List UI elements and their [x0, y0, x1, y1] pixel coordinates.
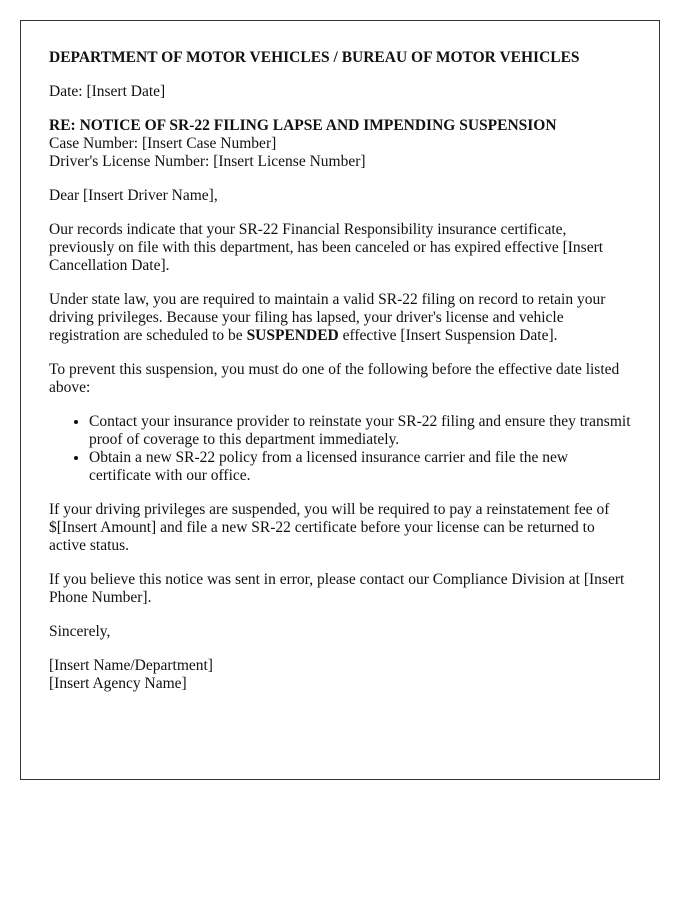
suspension-text-after: effective [Insert Suspension Date].: [338, 327, 558, 344]
paragraph-lapse-notice: Our records indicate that your SR-22 Financial Responsibility insurance certificate, previously on file with this department, has been canceled or has expired effective [Insert Cancellation Date].: [49, 221, 604, 274]
paragraph-reinstatement-fee: If your driving privileges are suspended, you will be required to pay a reinstatement fee of $[Insert Amount] and file a new SR-22 certificate before your license can be returned to active status.: [49, 501, 610, 554]
date-line: Date: [Insert Date]: [49, 83, 166, 100]
re-subject-line: RE: NOTICE OF SR-22 FILING LAPSE AND IMPENDING SUSPENSION: [49, 117, 557, 134]
closing: Sincerely,: [49, 623, 111, 640]
paragraph-contact: If you believe this notice was sent in error, please contact our Compliance Division at [Insert Phone Number].: [49, 571, 625, 606]
signature-agency-name: [Insert Agency Name]: [49, 675, 187, 692]
letter-document: [20, 20, 660, 780]
paragraph-prevention-intro: To prevent this suspension, you must do one of the following before the effective date listed above:: [49, 361, 620, 396]
signature-name-department: [Insert Name/Department]: [49, 657, 213, 674]
signature-block: [49, 657, 631, 693]
prevention-options-list: [49, 413, 631, 485]
salutation: Dear [Insert Driver Name],: [49, 187, 218, 204]
suspension-text-before: Under state law, you are required to maintain a valid SR-22 filing on record to retain your driving privileges. Because your filing has lapsed, your driver's license and vehicle registration are scheduled to be: [49, 291, 606, 344]
paragraph-suspension-warning: [49, 291, 631, 345]
license-number: Driver's License Number: [Insert License Number]: [49, 153, 366, 170]
agency-header: DEPARTMENT OF MOTOR VEHICLES / BUREAU OF MOTOR VEHICLES: [49, 49, 580, 66]
list-item: • Obtain a new SR-22 policy from a licensed insurance carrier and file the new certificate with our office.: [89, 449, 631, 485]
reference-block: [49, 117, 631, 171]
suspended-emphasis: SUSPENDED: [246, 327, 339, 344]
case-number: Case Number: [Insert Case Number]: [49, 135, 277, 152]
list-item: • Contact your insurance provider to reinstate your SR-22 filing and ensure they transmit proof of coverage to this department immediately.: [89, 413, 631, 449]
